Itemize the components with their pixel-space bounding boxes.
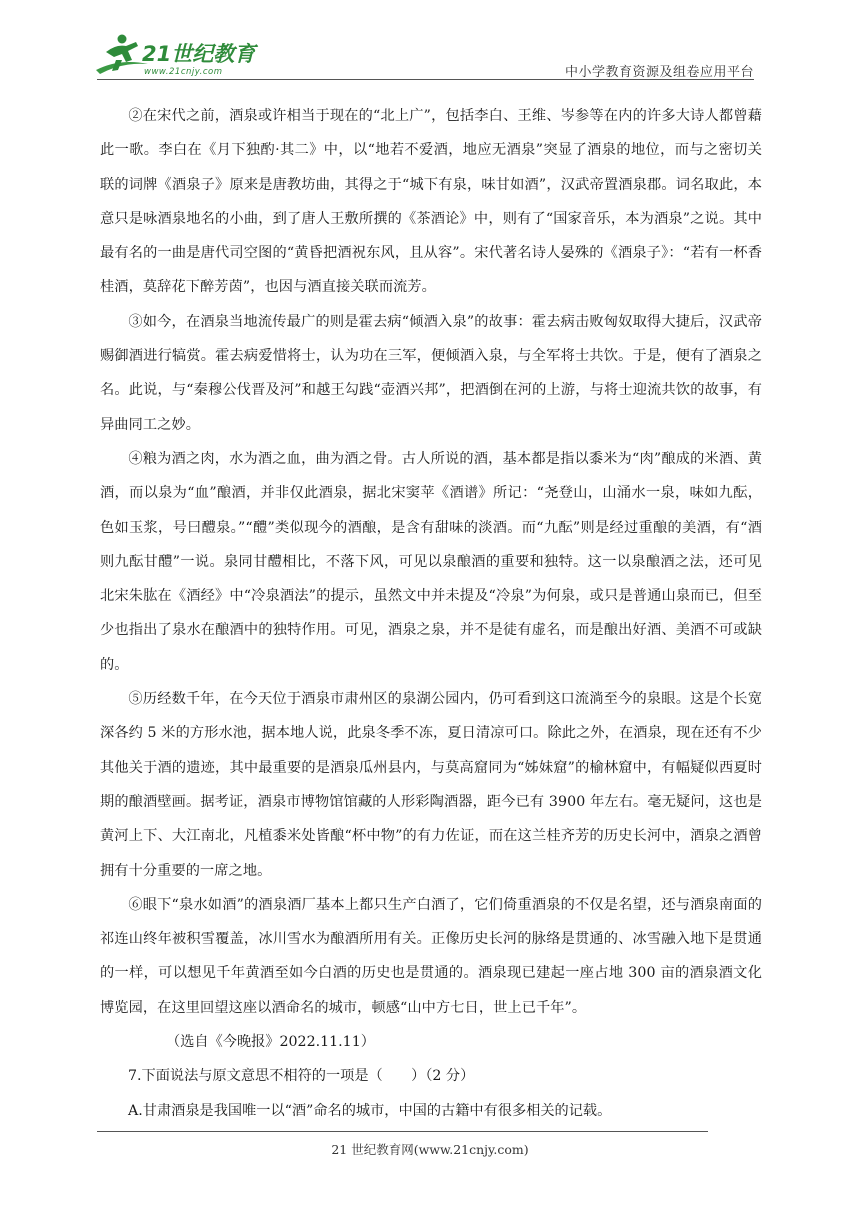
logo-url: www.21cnjy.com [144,67,223,77]
paragraph-2: ②在宋代之前，酒泉或许相当于现在的“北上广”，包括李白、王维、岑参等在内的许多大诗人都曾藉此一歌。李白在《月下独酌·其二》中，以“地若不爱酒，地应无酒泉”突显了酒泉的地位，而与之密切关联的词牌《酒泉子》原来是唐教坊曲，其得之于“城下有泉，味甘如酒”，汉武帝置酒泉郡。词名取此，本意只是咏酒泉地名的小曲，到了唐人王敷所撰的《茶酒论》中，则有了“国家音乐，本为酒泉”之说。其中最有名的一曲是唐代司空图的“黄昏把酒祝东风，且从容”。宋代著名诗人晏殊的《酒泉子》：“若有一杯香桂酒，莫辞花下醉芳茵”，也因与酒直接关联而流芳。 [100,108,762,296]
article-body [100,99,762,1128]
option-a: A.甘肃酒泉是我国唯一以“酒”命名的城市，中国的古籍中有很多相关的记载。 [128,1102,612,1119]
source-citation: （选自《今晚报》2022.11.11） [166,1034,375,1051]
question-7: 7.下面说法与原文意思不相符的一项是（ ）（2 分） [128,1068,475,1085]
paragraph-4: ④粮为酒之肉，水为酒之血，曲为酒之骨。古人所说的酒，基本都是指以黍米为“肉”酿成的米酒、黄酒，而以泉为“血”酿酒，并非仅此酒泉，据北宋窦苹《酒谱》所记：“尧登山，山涌水一泉，味如九酝，色如玉浆，号曰醴泉。”“醴”类似现今的酒酿，是含有甜味的淡酒。而“九酝”则是经过重酿的美酒，有“酒则九酝甘醴”一说。泉同甘醴相比，不落下风，可见以泉酿酒的重要和独特。这一以泉酿酒之法，还可见北宋朱肱在《酒经》中“冷泉酒法”的提示，虽然文中并未提及“冷泉”为何泉，或只是普通山泉而已，但至少也指出了泉水在酿酒中的独特作用。可见，酒泉之泉，并不是徒有虚名，而是酿出好酒、美酒不可或缺的。 [100,450,762,673]
paragraph-5: ⑤历经数千年，在今天位于酒泉市肃州区的泉湖公园内，仍可看到这口流淌至今的泉眼。这是个长宽深各约 5 米的方形水池，据本地人说，此泉冬季不冻，夏日清凉可口。除此之外，在酒泉，现在还有不少其他关于酒的遗迹，其中最重要的是酒泉瓜州县内，与莫高窟同为“姊妹窟”的榆林窟中，有幅疑似西夏时期的酿酒壁画。据考证，酒泉市博物馆馆藏的人形彩陶酒器，距今已有 3900 年左右。毫无疑问，这也是黄河上下、大江南北，凡植黍米处皆酿“杯中物”的有力佐证，而在这兰桂齐芳的历史长河中，酒泉之酒曾拥有十分重要的一席之地。 [100,691,762,879]
logo-text: 21世纪教育 [142,42,256,66]
paragraph-6: ⑥眼下“泉水如酒”的酒泉酒厂基本上都只生产白酒了，它们倚重酒泉的不仅是名望，还与酒泉南面的祁连山终年被积雪覆盖，冰川雪水为酿酒所用有关。正像历史长河的脉络是贯通的、冰雪融入地下是贯通的一样，可以想见千年黄酒至如今白酒的历史也是贯通的。酒泉现已建起一座占地 300 亩的酒泉酒文化博览园，在这里回望这座以酒命名的城市，顿感“山中方七日，世上已千年”。 [100,896,762,1016]
page-header [0,0,860,80]
platform-title: 中小学教育资源及组卷应用平台 [564,65,754,80]
page-footer: 21 世纪教育网(www.21cnjy.com) [331,1142,529,1157]
site-logo[interactable] [92,30,262,78]
footer-divider [97,1131,708,1132]
header-divider [97,79,754,80]
runner-logo-icon [92,30,262,78]
paragraph-3: ③如今，在酒泉当地流传最广的则是霍去病“倾酒入泉”的故事：霍去病击败匈奴取得大捷后，汉武帝赐御酒进行犒赏。霍去病爱惜将士，认为功在三军，便倾酒入泉，与全军将士共饮。于是，便有了酒泉之名。此说，与“秦穆公伐晋及河”和越王勾践“壶酒兴邦”，把酒倒在河的上游，与将士迎流共饮的故事，有异曲同工之妙。 [100,313,762,433]
